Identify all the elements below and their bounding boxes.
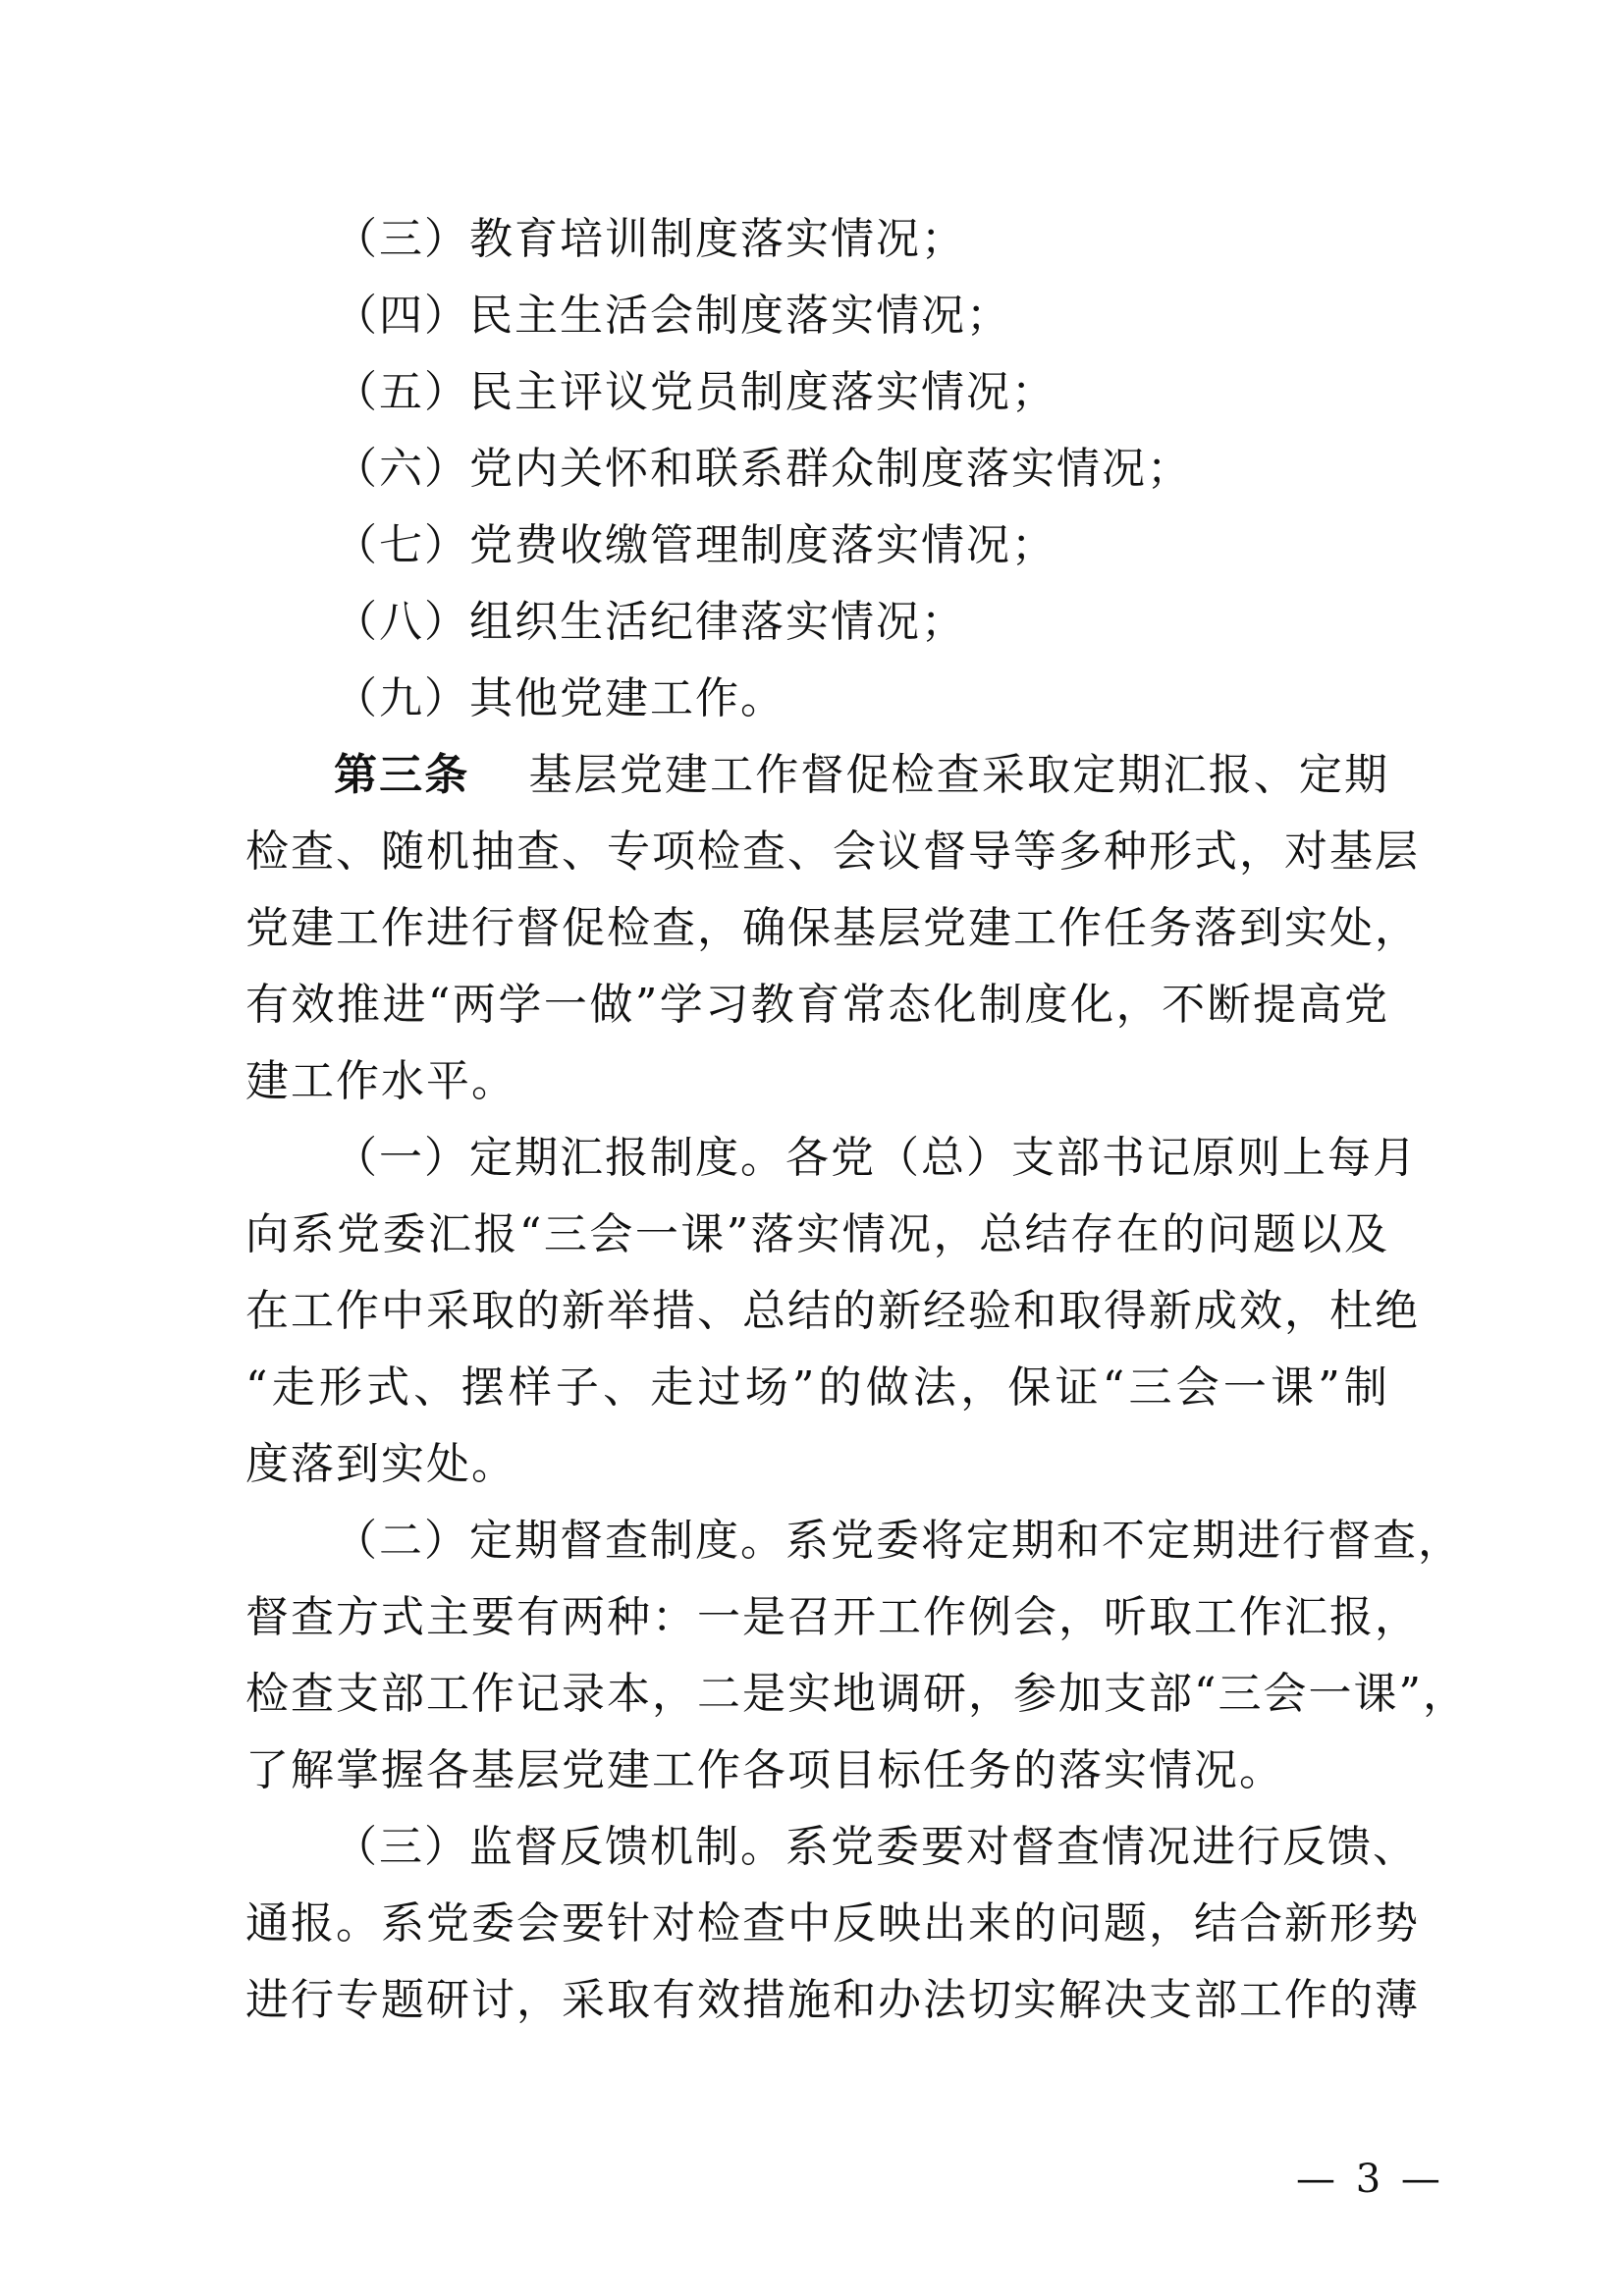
paragraph-line: 了解掌握各基层党建工作各项目标任务的落实情况。 — [245, 1745, 1284, 1795]
list-item: （五）民主评议党员制度落实情况； — [334, 367, 1056, 417]
list-item: （六）党内关怀和联系群众制度落实情况； — [334, 444, 1192, 494]
list-item: （七）党费收缴管理制度落实情况； — [334, 520, 1056, 570]
article-3-first-line — [245, 737, 1389, 814]
document-body — [245, 201, 1468, 2039]
paragraph-line: 通报。系党委会要针对检查中反映出来的问题，结合新形势 — [245, 1898, 1420, 1949]
paragraph-line: 督查方式主要有两种：一是召开工作例会，听取工作汇报， — [245, 1592, 1420, 1642]
page-number: — 3 — — [1296, 2157, 1444, 2202]
paragraph-line: “走形式、摆样子、走过场”的做法，保证“三会一课”制 — [245, 1362, 1389, 1413]
paragraph-line: 有效推进“两学一做”学习教育常态化制度化，不断提高党 — [245, 980, 1389, 1030]
paragraph-line: （三）监督反馈机制。系党委要对督查情况进行反馈、 — [334, 1822, 1418, 1872]
paragraph-line: 向系党委汇报“三会一课”落实情况，总结存在的问题以及 — [245, 1209, 1389, 1259]
list-item: （八）组织生活纪律落实情况； — [334, 597, 966, 647]
paragraph-line: 在工作中采取的新举措、总结的新经验和取得新成效，杜绝 — [245, 1286, 1420, 1336]
paragraph-line: 党建工作进行督促检查，确保基层党建工作任务落到实处， — [245, 903, 1420, 953]
paragraph-line: 检查支部工作记录本，二是实地调研，参加支部“三会一课”， — [245, 1669, 1468, 1719]
list-item: （三）教育培训制度落实情况； — [334, 214, 966, 264]
paragraph-line: 进行专题研讨，采取有效措施和办法切实解决支部工作的薄 — [245, 1975, 1420, 2025]
paragraph-line: 建工作水平。 — [245, 1056, 516, 1106]
list-item: （四）民主生活会制度落实情况； — [334, 291, 1011, 341]
paragraph-line: 度落到实处。 — [245, 1439, 516, 1489]
paragraph-line: 检查、随机抽查、专项检查、会议督导等多种形式，对基层 — [245, 827, 1420, 877]
article-heading: 第三条 — [334, 750, 470, 800]
paragraph-line: （一）定期汇报制度。各党（总）支部书记原则上每月 — [334, 1133, 1418, 1183]
list-item: （九）其他党建工作。 — [334, 673, 785, 723]
article-3-text: 基层党建工作督促检查采取定期汇报、定期 — [528, 750, 1390, 800]
paragraph-line: （二）定期督查制度。系党委将定期和不定期进行督查， — [334, 1516, 1463, 1566]
